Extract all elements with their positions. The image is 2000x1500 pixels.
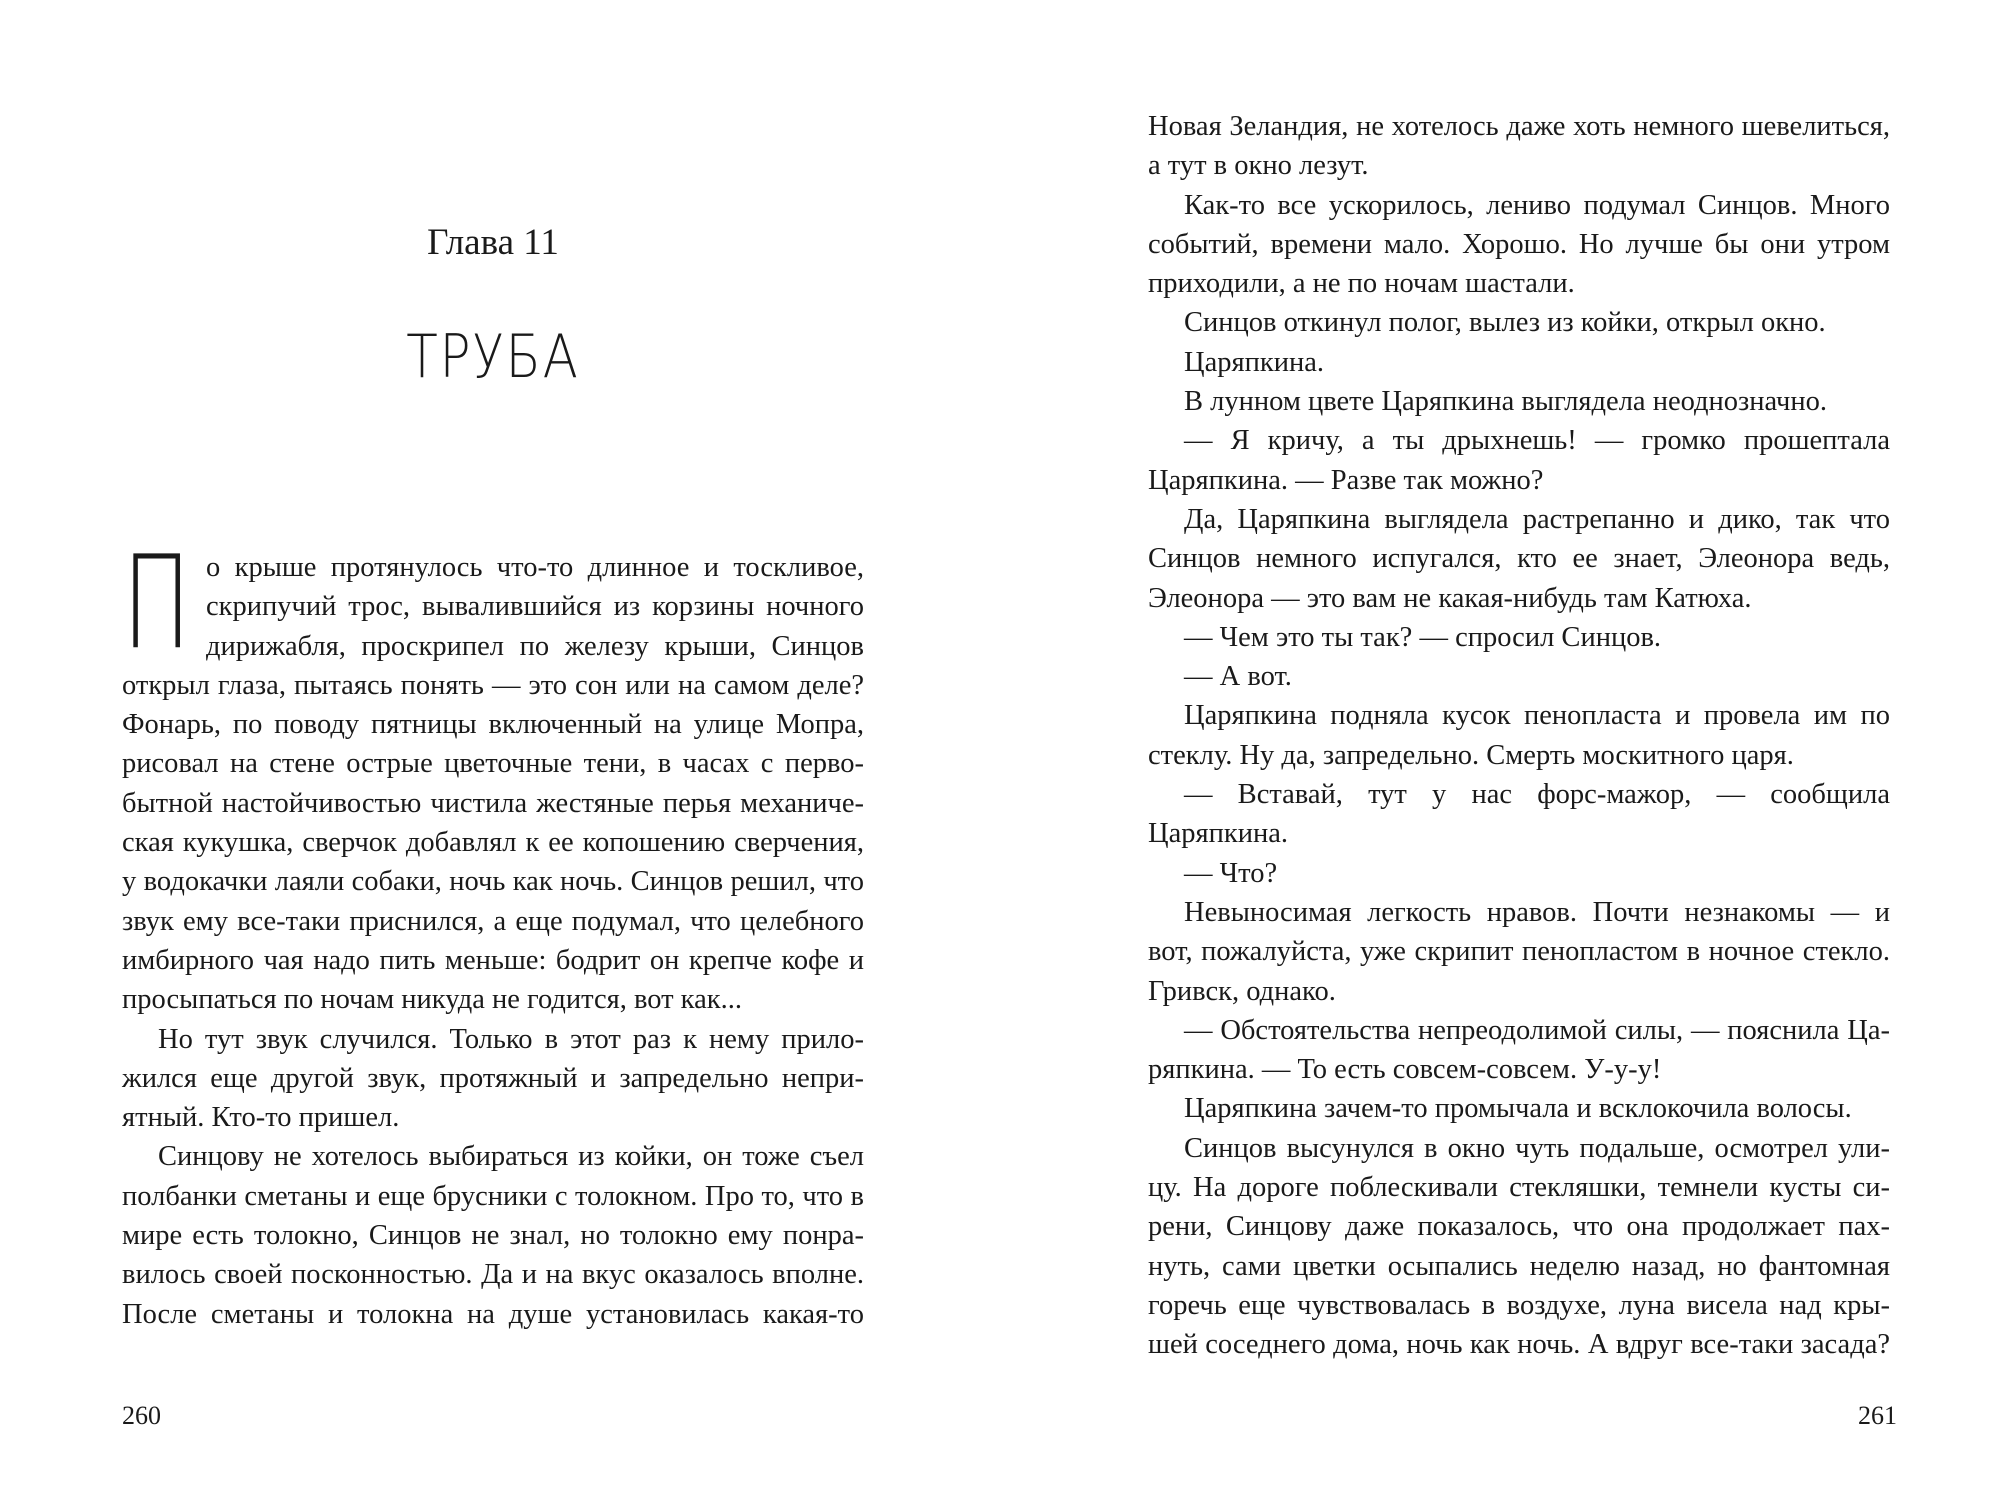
paragraph: — Вставай, тут у нас форс-мажор, — сообщила Царяпкина. <box>1148 779 1890 850</box>
paragraph: В лунном цвете Царяпкина выглядела неоднозначно. <box>1184 386 1828 418</box>
drop-cap: П <box>122 529 192 678</box>
paragraph: Но тут звук случился. Только в этот раз к нему приложился еще другой звук, протяжный и запредельно неприятный. Кто-то пришел. <box>122 1023 864 1134</box>
left-page-text <box>122 529 864 1334</box>
right-page <box>1000 0 2000 1500</box>
paragraph-text: о крыше протянулось что-то длинное и тоскливое, скрипучий трос, вывалившийся из корзины ночного дирижабля, проскрипел по железу крыши, Синцов открыл глаза, пытаясь понять — это сон или на самом деле? Фонарь, по поводу пятницы включенный на улице Мопра, рисовал на стене острые цветочные тени, в часах с первобытной настойчивостью чистила жестяные перья механическая кукушка, сверчок добавлял к ее копошению сверчения, у водокачки лаяли собаки, ночь как ночь. Синцов решил, что звук ему все-таки приснился, а еще подумал, что целебного имбирного чая надо пить меньше: бодрит он крепче кофе и просыпаться по ночам никуда не годится, вот как... <box>122 552 864 1016</box>
paragraph: — Обстоятельства непреодолимой силы, — пояснила Царяпкина. — То есть совсем-совсем. У-у-у! <box>1148 1014 1890 1086</box>
paragraph: — А вот. <box>1184 661 1292 693</box>
chapter-label: Глава 11 <box>427 222 559 263</box>
paragraph: Да, Царяпкина выглядела растрепанно и дико, так что Синцов немного испугался, кто ее знает, Элеонора ведь, Элеонора — это вам не какая-нибудь там Катюха. <box>1148 503 1890 614</box>
paragraph: Синцов откинул полог, вылез из койки, открыл окно. <box>1184 307 1826 339</box>
paragraph: — Я кричу, а ты дрыхнешь! — громко прошептала Царяпкина. — Разве так можно? <box>1148 425 1890 496</box>
right-page-text <box>1148 107 1890 1365</box>
page-number-right: 261 <box>1858 1401 1897 1430</box>
paragraph: Невыносимая легкость нравов. Почти незнакомы — и вот, пожалуйста, уже скрипит пенопластом в ночное стекло. Гривск, однако. <box>1148 896 1890 1007</box>
paragraph: — Что? <box>1184 857 1278 889</box>
paragraph: Новая Зеландия, не хотелось даже хоть немного шевелиться, а тут в окно лезут. <box>1148 111 1890 182</box>
paragraph: Царяпкина. <box>1184 346 1324 378</box>
paragraph: Царяпкина зачем-то промычала и всклокочила волосы. <box>1184 1093 1852 1125</box>
paragraph: — Чем это ты так? — спросил Синцов. <box>1184 621 1662 653</box>
chapter-title: ТРУБА <box>406 322 580 392</box>
paragraph <box>122 529 864 1020</box>
paragraph: Синцову не хотелось выбираться из койки, он тоже съел полбанки сметаны и еще брусники с толокном. Про то, что в мире есть толокно, Синцов не знал, но толокно ему понравилось своей посконностью. Да и на вкус оказалось вполне. После сметаны и толокна на душе установилась какая-то <box>122 1141 864 1330</box>
paragraph: Синцов высунулся в окно чуть подальше, осмотрел улицу. На дороге поблескивали стекляшки, темнели кусты сирени, Синцову даже показалось, что она продолжает пахнуть, сами цветки осыпались неделю назад, но фантомная горечь еще чувствовалась в воздухе, луна висела над крышей соседнего дома, ночь как ночь. А вдруг все-таки засада? <box>1148 1132 1890 1361</box>
page-number-left: 260 <box>122 1401 161 1430</box>
paragraph: Как-то все ускорилось, лениво подумал Синцов. Много событий, времени мало. Хорошо. Но лучше бы они утром приходили, а не по ночам шастали. <box>1148 189 1890 300</box>
paragraph: Царяпкина подняла кусок пенопласта и провела им по стеклу. Ну да, запредельно. Смерть москитного царя. <box>1148 700 1890 771</box>
